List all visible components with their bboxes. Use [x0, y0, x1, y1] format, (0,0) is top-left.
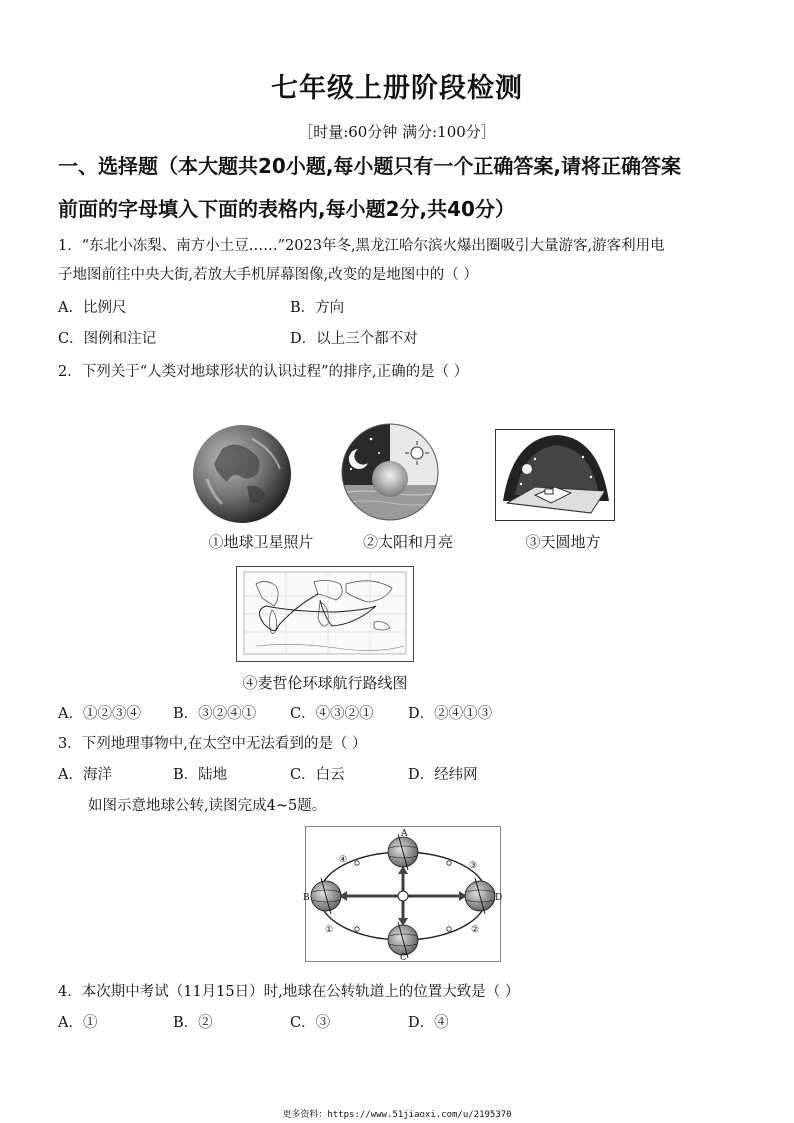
section-heading-line2: 前面的字母填入下面的表格内,每小题2分,共40分）: [58, 197, 515, 221]
section-heading-line1: 一、选择题（本大题共20小题,每小题只有一个正确答案,请将正确答案: [58, 154, 682, 178]
orbit-marker-4: ④: [339, 855, 348, 865]
q3-option-a: A．海洋: [58, 767, 112, 783]
q3-option-d: D．经纬网: [408, 767, 478, 783]
footer-link[interactable]: 更多资料：https://www.51jiaoxi.com/u/2195370: [282, 1110, 512, 1120]
q2-option-a: A．①②③④: [58, 706, 141, 722]
q3-text: 3．下列地理事物中,在太空中无法看到的是（ ）: [58, 736, 367, 752]
sun-and-moon-illustration: [341, 423, 439, 521]
orbit-marker-3: ③: [469, 861, 478, 871]
q2-option-b: B．③②④①: [173, 706, 257, 722]
orbit-label-d: D: [495, 893, 503, 903]
orbit-marker-1: ①: [325, 925, 334, 935]
q1-option-a: A．比例尺: [58, 300, 127, 316]
q2-option-d: D．②④①③: [408, 706, 493, 722]
q1-option-b: B．方向: [290, 300, 345, 316]
caption-magellan-map: ④麦哲伦环球航行路线图: [242, 674, 408, 692]
q2-option-c: C．④③②①: [290, 706, 374, 722]
q1-text-line1: 1．“东北小冻梨、南方小土豆……”2023年冬,黑龙江哈尔滨火爆出圈吸引大量游客,游客利用电: [58, 238, 665, 254]
page-title: 七年级上册阶段检测: [271, 73, 523, 104]
orbit-label-b: B: [303, 893, 310, 903]
orbit-label-a: A: [401, 829, 408, 839]
q4-option-b: B．②: [173, 1015, 213, 1031]
magellan-route-map: [236, 566, 414, 662]
q4-option-a: A．①: [58, 1015, 98, 1031]
q3-option-b: B．陆地: [173, 767, 228, 783]
q1-option-d: D．以上三个都不对: [290, 331, 418, 347]
intro-q4-5: 如图示意地球公转,读图完成4~5题。: [88, 798, 327, 814]
caption-satellite-photo: ①地球卫星照片: [208, 533, 314, 551]
earth-orbit-diagram: [305, 826, 501, 962]
q4-text: 4．本次期中考试（11月15日）时,地球在公转轨道上的位置大致是（ ）: [58, 984, 520, 1000]
q1-option-c: C．图例和注记: [58, 331, 157, 347]
caption-round-sky: ③天圆地方: [525, 533, 601, 551]
caption-sun-moon: ②太阳和月亮: [362, 533, 453, 551]
q4-option-d: D．④: [408, 1015, 449, 1031]
q2-text: 2．下列关于“人类对地球形状的认识过程”的排序,正确的是（ ）: [58, 364, 469, 380]
exam-meta: ［时量:60分钟 满分:100分］: [298, 123, 496, 141]
round-sky-square-earth-illustration: [495, 429, 615, 521]
earth-satellite-photo: [192, 424, 292, 524]
q1-text-line2: 子地图前往中央大街,若放大手机屏幕图像,改变的是地图中的（ ）: [58, 267, 478, 283]
orbit-label-c: C: [400, 953, 407, 963]
q3-option-c: C．白云: [290, 767, 345, 783]
orbit-marker-2: ②: [471, 925, 480, 935]
q4-option-c: C．③: [290, 1015, 331, 1031]
